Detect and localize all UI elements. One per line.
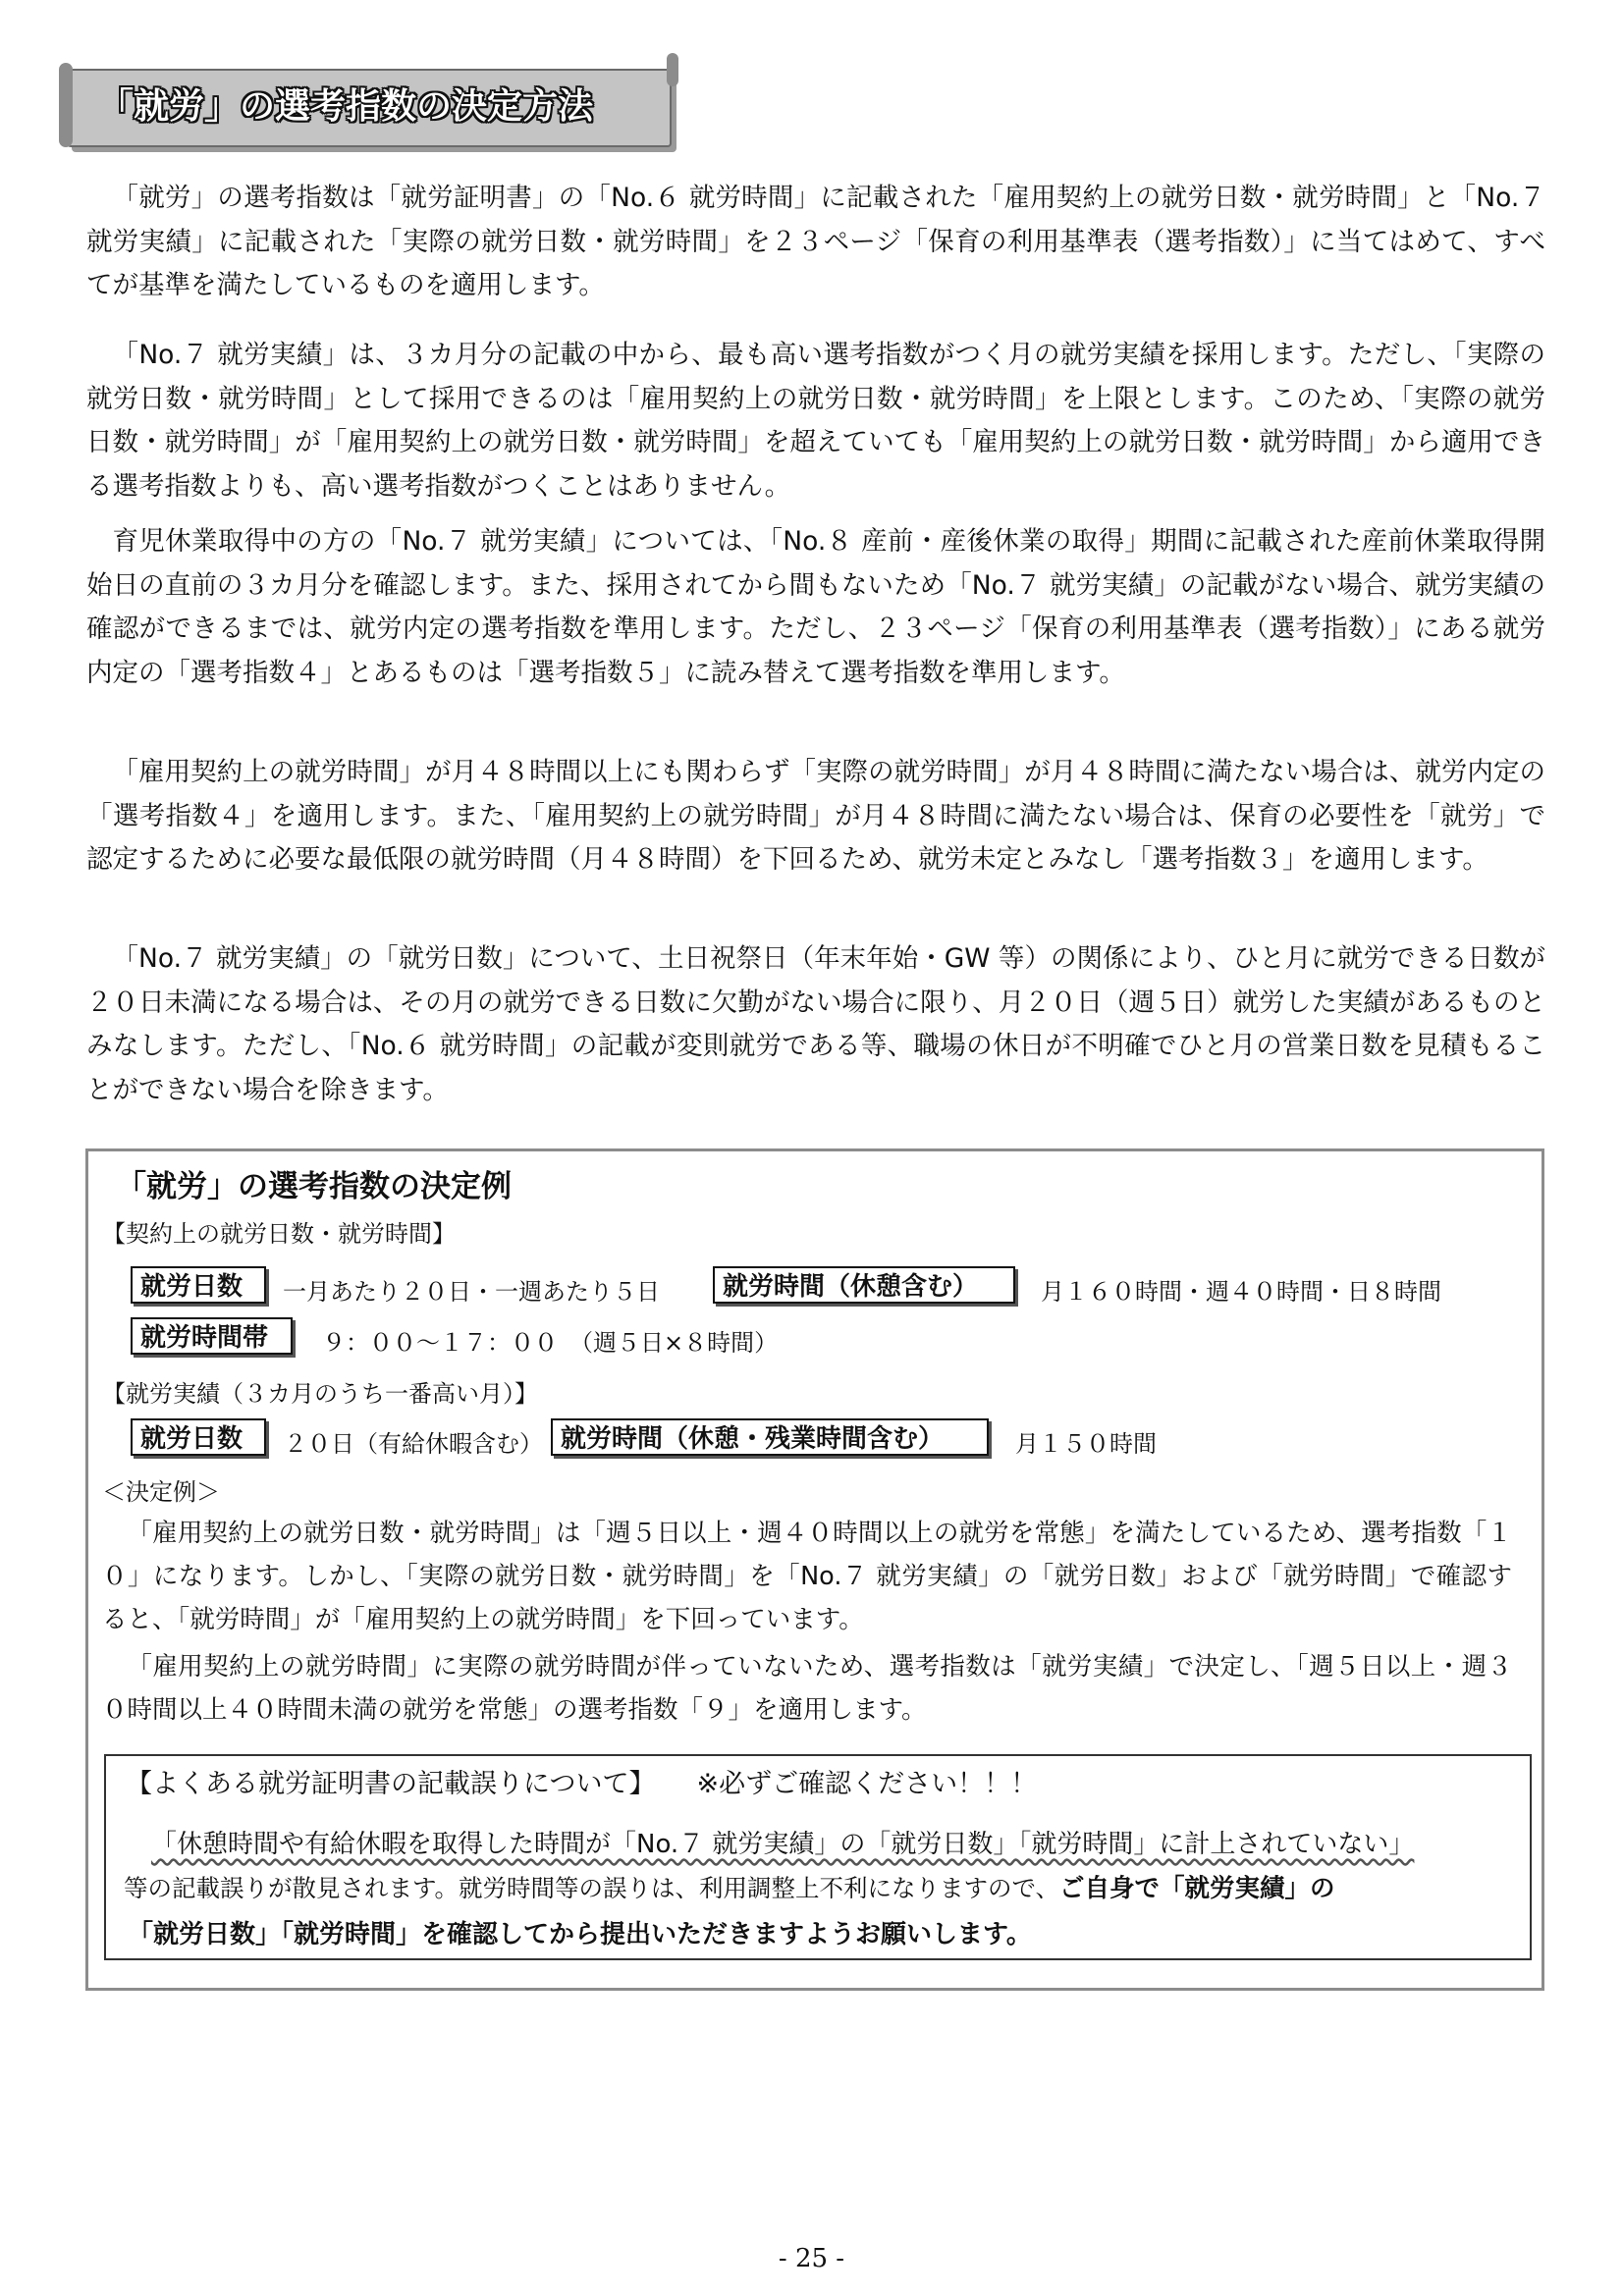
actual-hours-label: 就労時間（休憩・残業時間含む） [551, 1418, 989, 1456]
note-heading: 【よくある就労証明書の記載誤りについて】 [126, 1769, 656, 1799]
note-line-2-emphasis: ご自身で「就労実績」の [1059, 1874, 1335, 1903]
decision-paragraph-1: 「雇用契約上の就労日数・就労時間」は「週５日以上・週４０時間以上の就労を常態」を満たしているため、選考指数「１０」になります。しかし、「実際の就労日数・就労時間」を「No.７ 就労実績」の「就労日数」および「就労時間」で確認すると、「就労時間」が「雇用契約上の就労時間」を下回っています。 [102, 1519, 1512, 1634]
paragraph-2: 「No.７ 就労実績」は、３カ月分の記載の中から、最も高い選考指数がつく月の就労実績を採用します。ただし、「実際の就労日数・就労時間」として採用できるのは「雇用契約上の就労日数・就労時間」を上限とします。このため、「実際の就労日数・就労時間」が「雇用契約上の就労日数・就労時間」を超えていても「雇用契約上の就労日数・就労時間」から適用できる選考指数よりも、高い選考指数がつくことはありません。 [86, 340, 1545, 502]
paragraph-3: 育児休業取得中の方の「No.７ 就労実績」については、「No.８ 産前・産後休業の取得」期間に記載された産前休業取得開始日の直前の３カ月分を確認します。また、採用されてから間もないため「No.７ 就労実績」の記載がない場合、就労実績の確認ができるまでは、就労内定の選考指数を準用します。ただし、２３ページ「保育の利用基準表（選考指数）」にある就労内定の「選考指数４」とあるものは「選考指数５」に読み替えて選考指数を準用します。 [86, 526, 1545, 688]
contract-hours-label: 就労時間（休憩含む） [713, 1266, 1015, 1304]
paragraph-1: 「就労」の選考指数は「就労証明書」の「No.６ 就労時間」に記載された「雇用契約上の就労日数・就労時間」と「No.７ 就労実績」に記載された「実際の就労日数・就労時間」を２３ページ「保育の利用基準表（選考指数）」に当てはめて、すべてが基準を満たしているものを適用します。 [86, 183, 1545, 300]
example-title: 「就労」の選考指数の決定例 [116, 1169, 512, 1204]
contract-hours-value: 月１６０時間・週４０時間・日８時間 [1041, 1278, 1441, 1306]
decision-heading: ＜決定例＞ [102, 1478, 220, 1506]
note-line-1: 「休憩時間や有給休暇を取得した時間が「No.７ 就労実績」の「就労日数」「就労時間」に計上されていない」 [151, 1830, 1415, 1859]
section-title-banner [67, 69, 672, 147]
contract-band-value: ９：００～１７：００ （週５日×８時間） [322, 1329, 779, 1357]
note-heading-line [126, 1762, 1037, 1800]
contract-days-value: 一月あたり２０日・一週あたり５日 [283, 1278, 660, 1306]
actual-days-value: ２０日（有給休暇含む） [284, 1430, 543, 1458]
note-confirm: ※必ずご確認ください！！！ [696, 1769, 1038, 1799]
actual-hours-value: 月１５０時間 [1015, 1430, 1157, 1458]
actual-days-label: 就労日数 [131, 1418, 266, 1456]
decision-paragraph-2: 「雇用契約上の就労時間」に実際の就労時間が伴っていないため、選考指数は「就労実績」で決定し、「週５日以上・週３０時間以上４０時間未満の就労を常態」の選考指数「９」を適用します。 [102, 1652, 1512, 1725]
contract-band-label: 就労時間帯 [131, 1317, 293, 1355]
actual-heading: 【就労実績（３カ月のうち一番高い月）】 [102, 1380, 538, 1408]
note-line-2 [124, 1869, 1335, 1904]
note-line-2-text: 等の記載誤りが散見されます。就労時間等の誤りは、利用調整上不利になりますので、 [124, 1874, 1060, 1902]
contract-days-label: 就労日数 [131, 1266, 266, 1304]
note-line-3: 「就労日数」「就労時間」を確認してから提出いただきますようお願いします。 [128, 1920, 1032, 1949]
paragraph-5: 「No.７ 就労実績」の「就労日数」について、土日祝祭日（年末年始・GW 等）の関係により、ひと月に就労できる日数が２０日未満になる場合は、その月の就労できる日数に欠勤がない場合に限り、月２０日（週５日）就労した実績があるものとみなします。ただし、「No.６ 就労時間」の記載が変則就労である等、職場の休日が不明確でひと月の営業日数を見積もることができない場合を除きます。 [86, 943, 1545, 1105]
section-title: 「就労」の選考指数の決定方法 [98, 86, 594, 127]
page-number: - 25 - [778, 2244, 845, 2273]
contract-heading: 【契約上の就労日数・就労時間】 [102, 1220, 456, 1248]
paragraph-4: 「雇用契約上の就労時間」が月４８時間以上にも関わらず「実際の就労時間」が月４８時間に満たない場合は、就労内定の「選考指数４」を適用します。また、「雇用契約上の就労時間」が月４８時間に満たない場合は、保育の必要性を「就労」で認定するために必要な最低限の就労時間（月４８時間）を下回るため、就労未定とみなし「選考指数３」を適用します。 [86, 757, 1545, 875]
